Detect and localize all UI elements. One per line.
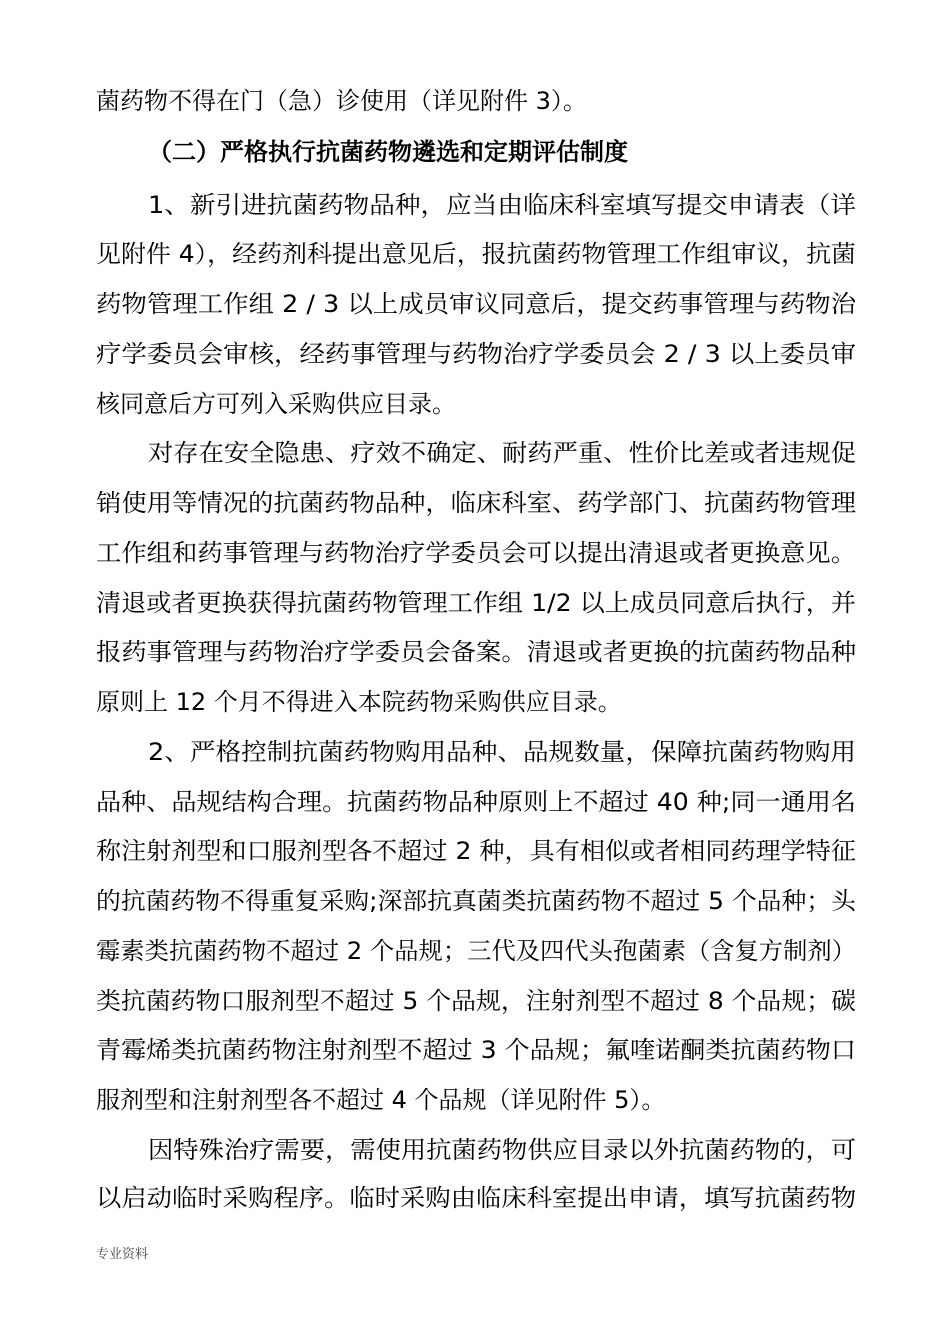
body-line: 销使用等情况的抗菌药物品种，临床科室、药学部门、抗菌药物管理	[96, 489, 857, 517]
body-line: 的抗菌药物不得重复采购;深部抗真菌类抗菌药物不超过 5 个品种；头	[96, 887, 856, 915]
body-line: 服剂型和注射剂型各不超过 4 个品规（详见附件 5）。	[96, 1086, 666, 1114]
body-line: 2、严格控制抗菌药物购用品种、品规数量，保障抗菌药物购用	[148, 738, 856, 766]
body-line: 核同意后方可列入采购供应目录。	[96, 390, 456, 418]
body-line: 1、新引进抗菌药物品种，应当由临床科室填写提交申请表（详	[148, 191, 856, 219]
body-line: 药物管理工作组 2 / 3 以上成员审议同意后，提交药事管理与药物治	[96, 290, 857, 318]
body-line: 青霉烯类抗菌药物注射剂型不超过 3 个品规；氟喹诺酮类抗菌药物口	[96, 1036, 857, 1064]
body-line: 菌药物不得在门（急）诊使用（详见附件 3）。	[96, 87, 587, 115]
body-line: 称注射剂型和口服剂型各不超过 2 种，具有相似或者相同药理学特征	[96, 837, 857, 865]
body-line: 工作组和药事管理与药物治疗学委员会可以提出清退或者更换意见。	[96, 539, 857, 567]
body-line: 见附件 4），经药剂科提出意见后，报抗菌药物管理工作组审议，抗菌	[96, 240, 856, 268]
body-line: 因特殊治疗需要，需使用抗菌药物供应目录以外抗菌药物的，可	[148, 1136, 857, 1164]
body-line: 原则上 12 个月不得进入本院药物采购供应目录。	[96, 688, 622, 716]
footer-label: 专业资料	[96, 1247, 149, 1262]
body-line: 品种、品规结构合理。抗菌药物品种原则上不超过 40 种;同一通用名	[96, 788, 857, 816]
body-line: 对存在安全隐患、疗效不确定、耐药严重、性价比差或者违规促	[148, 439, 857, 467]
body-line: 霉素类抗菌药物不超过 2 个品规；三代及四代头孢菌素（含复方制剂）	[96, 937, 856, 965]
body-line: 类抗菌药物口服剂型不超过 5 个品规，注射剂型不超过 8 个品规；碳	[96, 987, 856, 1015]
body-line: 以启动临时采购程序。临时采购由临床科室提出申请，填写抗菌药物	[96, 1184, 857, 1212]
body-line: 报药事管理与药物治疗学委员会备案。清退或者更换的抗菌药物品种	[96, 638, 857, 666]
body-line: 疗学委员会审核，经药事管理与药物治疗学委员会 2 / 3 以上委员审	[96, 340, 857, 368]
section-heading: （二）严格执行抗菌药物遴选和定期评估制度	[148, 138, 628, 166]
body-line: 清退或者更换获得抗菌药物管理工作组 1/2 以上成员同意后执行，并	[96, 589, 857, 617]
